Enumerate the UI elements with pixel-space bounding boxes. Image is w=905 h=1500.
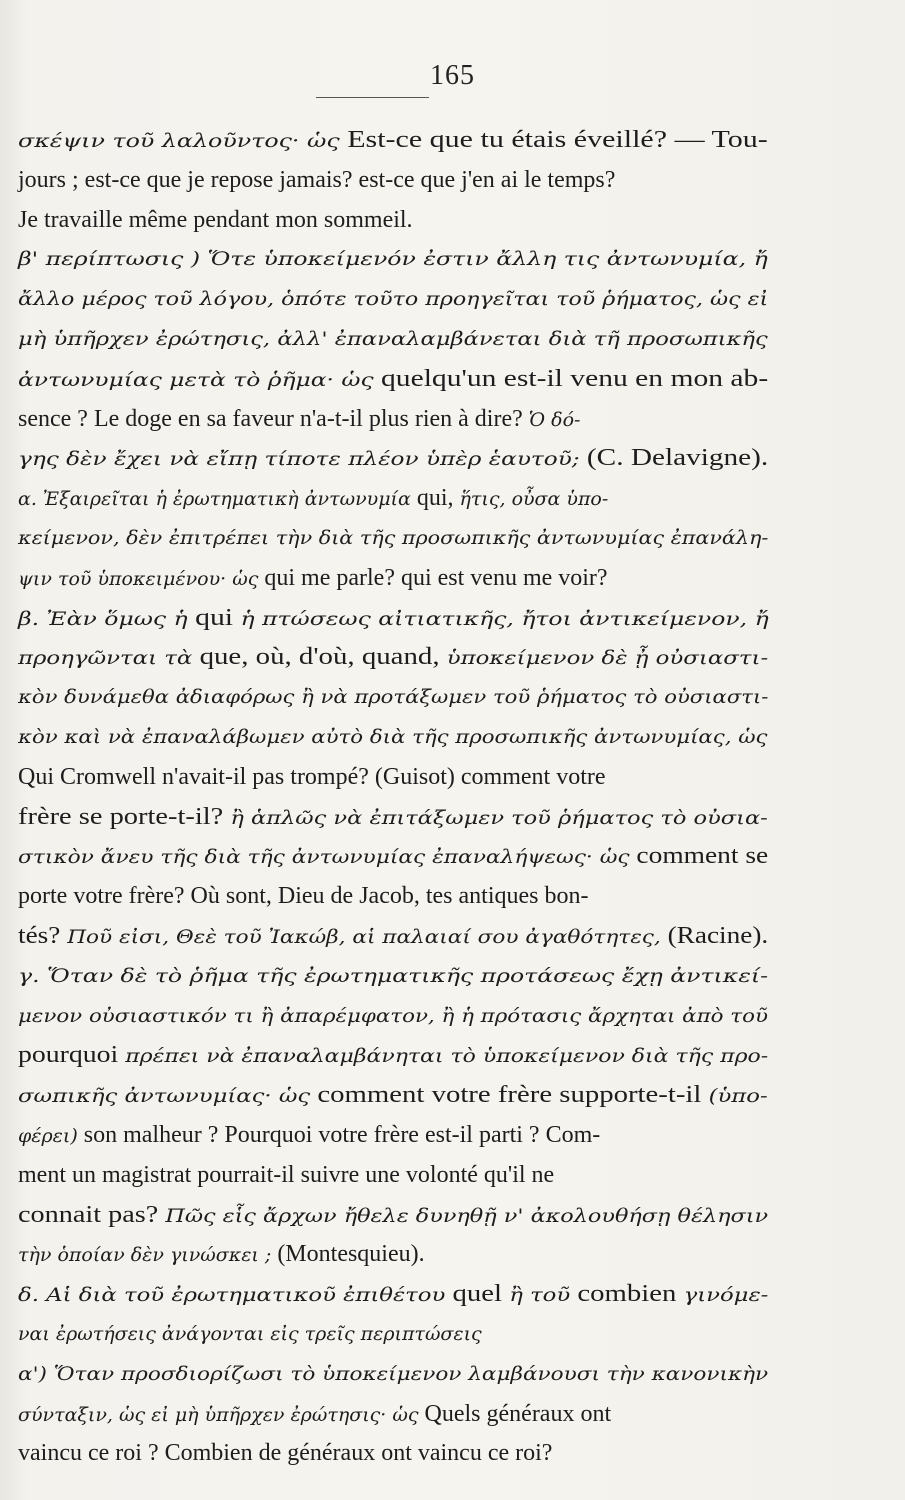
text-line	[18, 1433, 552, 1473]
greek-text: δ. Αἱ διὰ τοῦ ἐρωτηματικοῦ ἐπιθέτου	[18, 1284, 446, 1307]
text-line	[18, 757, 606, 797]
greek-text: ἄλλο μέρος τοῦ λόγου, ὁπότε τοῦτο προηγεῖται τοῦ ῥήματος, ὡς εἰ	[18, 288, 769, 311]
greek-text: κὸν καὶ νὰ ἐπαναλάβωμεν αὐτὸ διὰ τῆς προσωπικῆς ἀντωνυμίας, ὡς	[18, 726, 768, 748]
french-text: qui me parle? qui est venu me voir?	[258, 564, 608, 591]
text-line	[18, 1075, 768, 1115]
text-line	[18, 916, 768, 956]
header-rule	[316, 97, 429, 98]
french-text: Qui Cromwell n'avait-il pas trompé? (Guisot) comment votre	[18, 763, 606, 790]
french-text: comment votre frère supporte-t-il	[310, 1082, 709, 1109]
text-line	[18, 239, 768, 279]
french-text: son malheur ? Pourquoi votre frère est-il parti ? Com-	[77, 1122, 601, 1148]
greek-text: Πῶς εἷς ἄρχων ἤθελε δυνηθῇ ν' ἀκολουθήσῃ θέλησιν	[165, 1204, 769, 1227]
french-text: pourquoi	[18, 1042, 126, 1069]
text-line	[18, 996, 768, 1036]
french-text: Est-ce que tu étais éveillé? — Tou-	[339, 127, 768, 153]
text-line	[18, 1234, 425, 1274]
text-line	[18, 677, 768, 717]
greek-text: σκέψιν τοῦ λαλοῦντος· ὡς	[18, 130, 340, 152]
text-line	[18, 836, 768, 876]
greek-text: (ὑπο-	[708, 1085, 768, 1108]
greek-text: β' περίπτωσις ) Ὅτε ὑποκείμενόν ἐστιν ἄλλη τις ἀντωνυμία, ἤ	[18, 248, 768, 271]
text-line	[18, 120, 768, 160]
text-line	[18, 478, 608, 518]
text-line	[18, 518, 768, 558]
text-line	[18, 319, 768, 359]
greek-text: Ὁ δό-	[522, 408, 581, 431]
french-text: sence ? Le doge en sa faveur n'a-t-il plus rien à dire?	[18, 405, 523, 432]
greek-text: β. Ἐὰν ὅμως ἡ	[18, 607, 188, 630]
text-line	[18, 200, 413, 240]
greek-text: φέρει)	[18, 1125, 78, 1147]
text-line	[18, 1195, 768, 1235]
french-text: comment se	[629, 843, 769, 870]
french-text: quelqu'un est-il venu en mon ab-	[373, 365, 769, 392]
french-text: connait pas?	[18, 1201, 166, 1228]
text-line	[18, 558, 608, 598]
french-text: vaincu ce roi ? Combien de généraux ont vaincu ce roi?	[18, 1440, 553, 1467]
text-line	[18, 876, 588, 916]
french-text: ment un magistrat pourrait-il suivre une volonté qu'il ne	[18, 1161, 555, 1188]
text-line	[18, 160, 615, 200]
text-line	[18, 399, 580, 439]
greek-text: στικὸν ἄνευ τῆς διὰ τῆς ἀντωνυμίας ἐπαναλήψεως· ὡς	[18, 846, 630, 869]
greek-text: μὴ ὑπῆρχεν ἐρώτησις, ἀλλ' ἐπαναλαμβάνεται διὰ τῆ προσωπικῆς	[18, 328, 768, 350]
text-line	[18, 438, 768, 478]
text-line	[18, 956, 768, 996]
french-text: (Racine).	[660, 923, 769, 949]
french-text: qui,	[410, 485, 460, 512]
greek-text: προηγῶνται τὰ	[18, 647, 193, 670]
greek-text: τὴν ὁποίαν δὲν γινώσκει ;	[18, 1244, 272, 1267]
greek-text: α. Ἐξαιρεῖται ἡ ἐρωτηματικὴ ἀντωνυμία	[18, 488, 411, 511]
text-line	[18, 1314, 482, 1354]
greek-text: ἢ ἁπλῶς νὰ ἐπιτάξωμεν τοῦ ῥήματος τὸ οὐσια-	[230, 806, 768, 829]
text-line	[18, 1115, 600, 1155]
french-text: porte votre frère? Où sont, Dieu de Jacob, tes antiques bon-	[18, 883, 589, 910]
french-text: quel	[445, 1281, 510, 1308]
text-line	[18, 359, 768, 399]
text-line	[18, 717, 767, 757]
greek-text: ἥτις, οὖσα ὑπο-	[459, 488, 609, 511]
greek-text: Ποῦ εἰσι, Θεὲ τοῦ Ἰακώβ, αἱ παλαιαί σου ἀγαθότητες,	[67, 926, 661, 948]
greek-text: ὑποκείμενον δὲ ᾖ οὐσιαστι-	[446, 647, 769, 670]
greek-text: ἢ τοῦ	[509, 1284, 571, 1307]
greek-text: γινόμε-	[683, 1284, 769, 1307]
text-line	[18, 797, 768, 837]
page-number: 165	[430, 60, 475, 91]
text-line	[18, 1155, 554, 1195]
text-line	[18, 1394, 611, 1434]
greek-text: σύνταξιν, ὡς εἰ μὴ ὑπῆρχεν ἐρώτησις· ὡς	[18, 1403, 419, 1426]
greek-text: μενον οὐσιαστικόν τι ἢ ἀπαρέμφατον, ἢ ἡ πρότασις ἄρχηται ἀπὸ τοῦ	[18, 1004, 768, 1027]
text-line	[18, 637, 768, 677]
french-text: jours ; est-ce que je repose jamais? est-ce que j'en ai le temps?	[18, 166, 616, 193]
text-line	[18, 598, 769, 638]
greek-text: κὸν δυνάμεθα ἀδιαφόρως ἢ νὰ προτάξωμεν τοῦ ῥήματος τὸ οὐσιαστι-	[18, 686, 769, 709]
greek-text: α') Ὅταν προσδιορίζωσι τὸ ὑποκείμενον λαμβάνουσι τὴν κανονικὴν	[18, 1362, 769, 1385]
french-text: Je travaille même pendant mon sommeil.	[18, 206, 413, 233]
french-text: (Montesquieu).	[271, 1241, 425, 1268]
text-line	[18, 279, 768, 319]
greek-text: ἀντωνυμίας μετὰ τὸ ῥῆμα· ὡς	[18, 368, 374, 391]
french-text: tés?	[18, 923, 68, 949]
greek-text: πρέπει νὰ ἐπαναλαμβάνηται τὸ ὑποκείμενον διὰ τῆς προ-	[125, 1045, 769, 1068]
french-text: Quels généraux ont	[418, 1400, 612, 1427]
greek-text: κείμενον, δὲν ἐπιτρέπει τὴν διὰ τῆς προσωπικῆς ἀντωνυμίας ἐπανάλη-	[18, 527, 769, 549]
greek-text: ἡ πτώσεως αἰτιατικῆς, ἤτοι ἀντικείμενον, ἤ	[240, 607, 769, 630]
french-text: qui	[187, 604, 241, 631]
greek-text: ψιν τοῦ ὑποκειμένου· ὡς	[18, 567, 259, 590]
greek-text: γης δὲν ἔχει νὰ εἴπῃ τίποτε πλέον ὑπὲρ ἑαυτοῦ;	[18, 448, 580, 471]
text-line	[18, 1035, 768, 1075]
text-line	[18, 1274, 768, 1314]
text-line	[18, 1354, 768, 1394]
french-text: frère se porte-t-il?	[18, 803, 231, 830]
french-text: (C. Delavigne).	[579, 445, 769, 472]
french-text: que, où, d'où, quand,	[192, 644, 447, 671]
greek-text: σωπικῆς ἀντωνυμίας· ὡς	[18, 1085, 311, 1108]
french-text: combien	[570, 1281, 684, 1308]
greek-text: ναι ἐρωτήσεις ἀνάγονται εἰς τρεῖς περιπτώσεις	[18, 1323, 482, 1345]
greek-text: γ. Ὅταν δὲ τὸ ῥῆμα τῆς ἐρωτηματικῆς προτάσεως ἔχῃ ἀντικεί-	[18, 964, 769, 987]
